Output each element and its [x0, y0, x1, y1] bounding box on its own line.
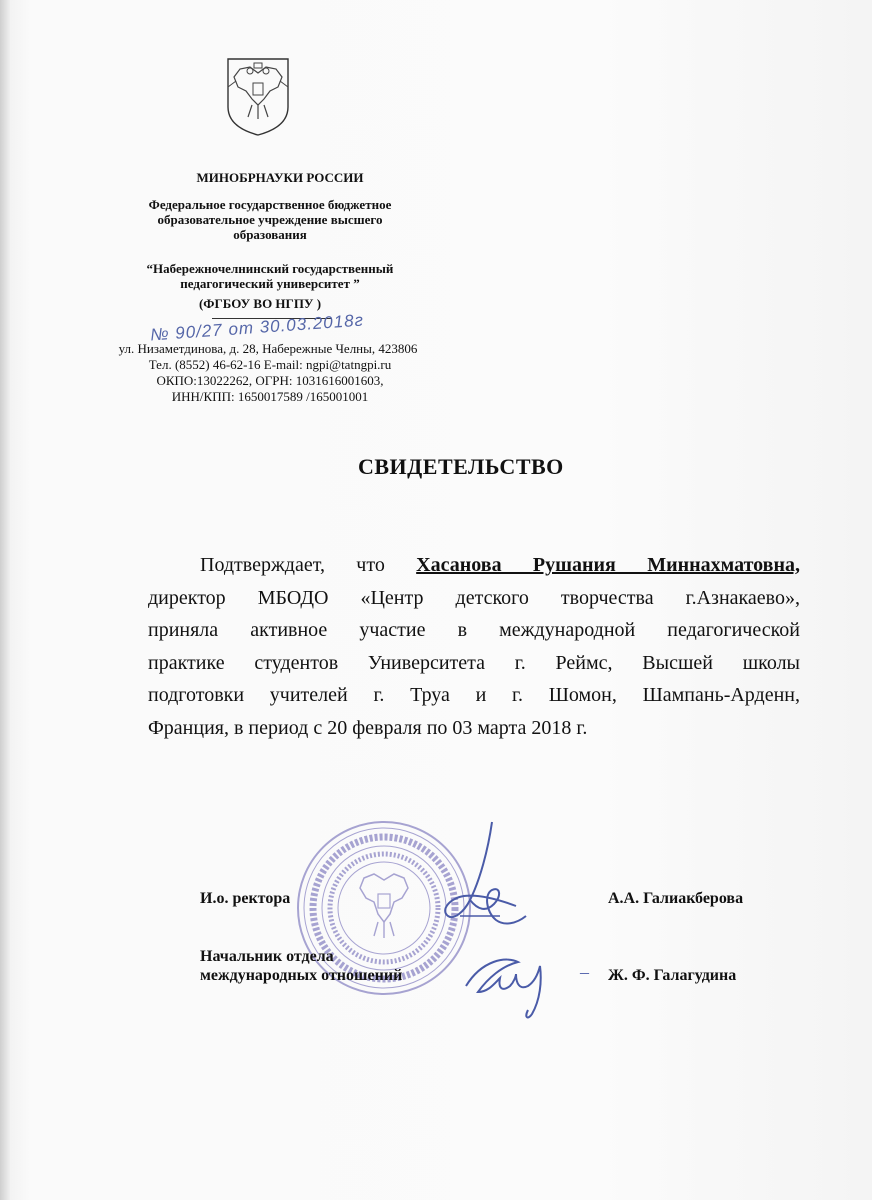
- russian-coat-of-arms-icon: [222, 55, 294, 137]
- university-name: “Набережночелнинский государственный педагогический университет ”: [146, 261, 394, 291]
- rector-title: И.о. ректора: [200, 890, 291, 907]
- body-line: Подтверждает, что Хасанова Рушания Миннахматовна,: [200, 554, 800, 576]
- postal-address: ул. Низаметдинова, д. 28, Набережные Челны, 423806: [118, 341, 418, 356]
- body-line: приняла активное участие в международной педагогической: [148, 619, 800, 642]
- scan-edge-shadow: [0, 0, 10, 1200]
- head-title-line1: Начальник отдела: [200, 948, 334, 965]
- university-abbreviation: (ФГБОУ ВО НГПУ ): [198, 296, 322, 311]
- document-title: СВИДЕТЕЛЬСТВО: [358, 454, 564, 479]
- body-line: практике студентов Университета г. Реймс, Высшей школы: [148, 651, 800, 674]
- head-signature: [462, 952, 582, 1022]
- rector-signature: [430, 820, 540, 940]
- head-name: Ж. Ф. Галагудина: [608, 967, 737, 984]
- okpo-ogrn: ОКПО:13022262, ОГРН: 1031616001603,: [156, 373, 384, 388]
- signature-dash: –: [580, 962, 589, 982]
- contact-info: Тел. (8552) 46-62-16 E-mail: ngpi@tatngpi.ru: [148, 357, 392, 372]
- institution-type: Федеральное государственное бюджетное образовательное учреждение высшего образования: [148, 197, 392, 242]
- head-title-line2: международных отношений: [200, 967, 403, 984]
- ministry-name: МИНОБРНАУКИ РОССИИ: [196, 170, 364, 185]
- body-line: подготовки учителей г. Труа и г. Шомон, Шампань-Арденн,: [148, 684, 800, 707]
- body-line: Франция, в период с 20 февраля по 03 марта 2018 г.: [148, 716, 588, 739]
- certificate-body: [148, 549, 800, 745]
- rector-name: А.А. Галиакберова: [608, 890, 744, 907]
- body-line: директор МБОДО «Центр детского творчества г.Азнакаево»,: [148, 586, 800, 609]
- person-name: Хасанова Рушания Миннахматовна,: [416, 554, 800, 576]
- registration-number: № 90/27 от 30.03.2018г: [149, 310, 365, 345]
- inn-kpp: ИНН/КПП: 1650017589 /165001001: [171, 389, 369, 404]
